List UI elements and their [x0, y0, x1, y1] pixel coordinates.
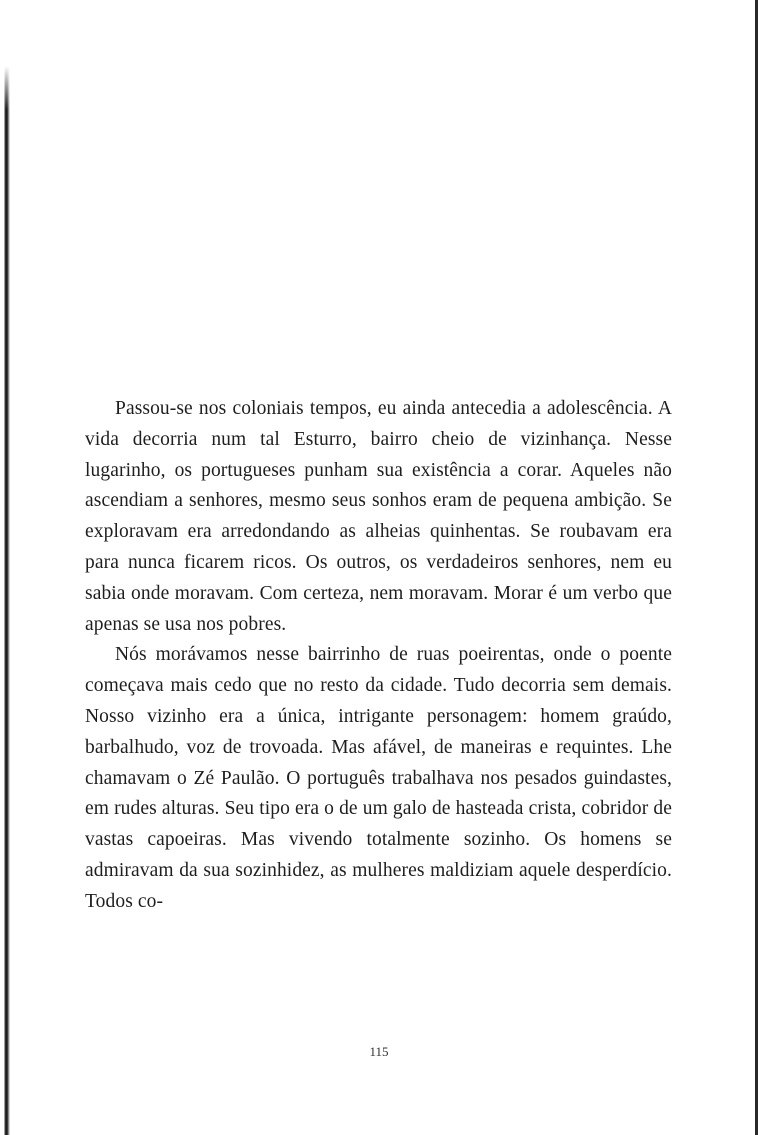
body-text: [85, 394, 672, 918]
binding-shadow-fade: [0, 0, 12, 110]
paragraph: Nós morávamos nesse bairrinho de ruas poeirentas, onde o poente começava mais cedo que no resto da cidade. Tudo decorria sem demais. Nosso vizinho era a única, intrigante personagem: homem graúdo, barbalhudo, voz de trovoada. Mas afável, de maneiras e requintes. Lhe chamavam o Zé Paulão. O português trabalhava nos pesados guindastes, em rudes alturas. Seu tipo era o de um galo de hasteada crista, cobridor de vastas capoeiras. Mas vivendo totalmente sozinho. Os homens se admiravam da sua sozinhidez, as mulheres maldiziam aquele desperdício. Todos co-: [85, 644, 672, 912]
paragraph: Passou-se nos coloniais tempos, eu ainda antecedia a adolescência. A vida decorria num tal Esturro, bairro cheio de vizinhança. Nesse lugarinho, os portugueses punham sua existência a corar. Aqueles não ascendiam a senhores, mesmo seus sonhos eram de pequena ambição. Se exploravam era arredondando as alheias quinhentas. Se roubavam era para nunca ficarem ricos. Os outros, os verdadeiros senhores, nem eu sabia onde moravam. Com certeza, nem moravam. Morar é um verbo que apenas se usa nos pobres.: [85, 398, 672, 635]
page-number: 115: [369, 1044, 389, 1059]
binding-shadow: [0, 0, 10, 1135]
